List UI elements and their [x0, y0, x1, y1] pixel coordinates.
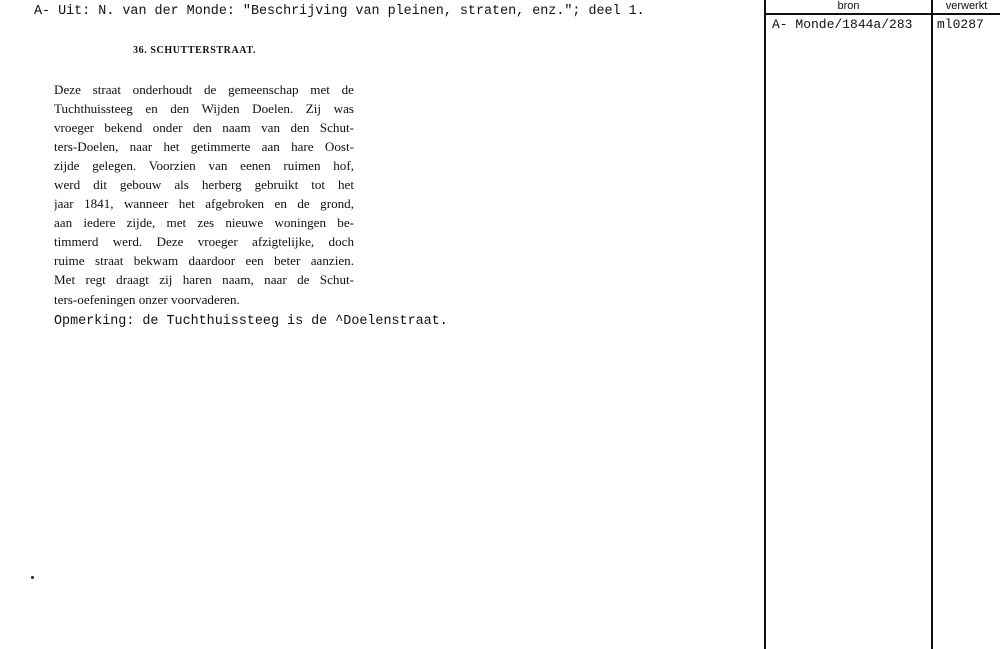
article-line: timmerd werd. Deze vroeger afzigtelijke, doch [54, 234, 354, 250]
article-line: aan iedere zijde, met zes nieuwe woningen be- [54, 215, 354, 231]
article-line: jaar 1841, wanneer het afgebroken en de grond, [54, 196, 354, 212]
bron-value: A- Monde/1844a/283 [772, 17, 913, 32]
verwerkt-column-header: verwerkt [945, 0, 988, 12]
reference-table [764, 0, 1000, 649]
bron-column-header: bron [837, 0, 860, 12]
article-line: werd dit gebouw als herberg gebruikt tot het [54, 177, 354, 193]
remark-note: Opmerking: de Tuchthuissteeg is de ^Doelenstraat. [54, 314, 448, 329]
article-body [54, 80, 354, 309]
article-line: ters-oefeningen onzer voorvaderen. [54, 291, 240, 307]
table-border-left [764, 0, 766, 649]
article-line: ters-Doelen, naar het getimmerte aan hare Oost- [54, 139, 354, 155]
source-citation: A- Uit: N. van der Monde: "Beschrijving van pleinen, straten, enz."; deel 1. [34, 4, 645, 19]
section-heading: 36. SCHUTTERSTRAAT. [133, 45, 256, 56]
article-line: Met regt draagt zij haren naam, naar de Schut- [54, 272, 354, 288]
article-line: vroeger bekend onder den naam van den Schut- [54, 120, 354, 136]
stray-mark [31, 576, 34, 579]
table-header-rule [764, 13, 1000, 15]
article-line: Tuchthuissteeg en den Wijden Doelen. Zij was [54, 101, 354, 117]
article-line: Deze straat onderhoudt de gemeenschap met de [54, 82, 354, 97]
verwerkt-value: ml0287 [937, 17, 984, 32]
article-line: ruime straat bekwam daardoor een beter aanzien. [54, 253, 354, 269]
table-column-divider [931, 0, 933, 649]
article-line: zijde gelegen. Voorzien van eenen ruimen hof, [54, 158, 354, 174]
